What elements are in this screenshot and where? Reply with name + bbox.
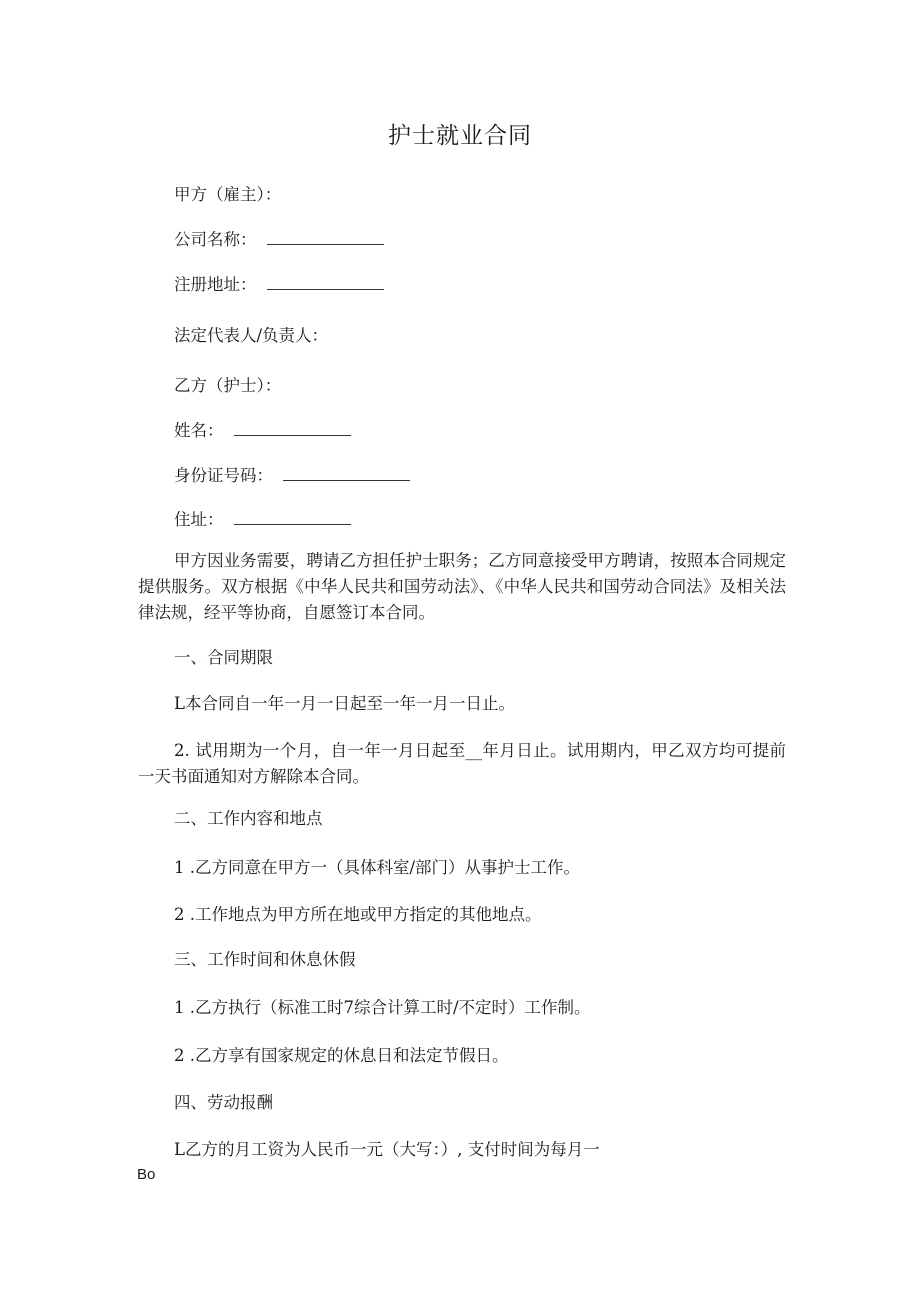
section-3-item-2: 2 .乙方享有国家规定的休息日和法定节假日。 — [174, 1046, 509, 1065]
registered-address-blank — [267, 274, 384, 290]
contract-title: 护士就业合同 — [388, 123, 532, 149]
id-number-label: 身份证号码： — [174, 466, 273, 485]
intro-paragraph: 甲方因业务需要，聘请乙方担任护士职务；乙方同意接受甲方聘请，按照本合同规定提供服务。双方根据《中华人民共和国劳动法》、《中华人民共和国劳动合同法》及相关法律法规，经平等协商，自愿签订本合同。 — [138, 551, 786, 622]
party-a-heading: 甲方（雇主）： — [174, 185, 282, 204]
id-number-row — [174, 465, 410, 487]
section-3-title: 三、工作时间和休息休假 — [174, 950, 356, 969]
section-2-title: 二、工作内容和地点 — [174, 809, 323, 828]
section-1-item-2: 2. 试用期为一个月，自一年一月日起至__年月日止。试用期内，甲乙双方均可提前一天书面通知对方解除本合同。 — [138, 741, 786, 786]
name-label: 姓名： — [174, 421, 224, 440]
section-1-item-1: L本合同自一年一月一日起至一年一月一日止。 — [174, 694, 515, 713]
name-row — [174, 420, 351, 442]
company-name-label: 公司名称： — [174, 230, 257, 249]
page-footer-text: Bo — [137, 1166, 156, 1183]
section-1-title: 一、合同期限 — [174, 648, 273, 667]
residence-row — [174, 509, 351, 531]
legal-rep-label: 法定代表人/负责人： — [174, 326, 329, 345]
section-2-item-2: 2 .工作地点为甲方所在地或甲方指定的其他地点。 — [174, 905, 542, 924]
company-name-blank — [267, 229, 384, 245]
company-name-row — [174, 229, 384, 251]
section-3-item-1: 1 .乙方执行（标准工时7综合计算工时/不定时）工作制。 — [174, 998, 591, 1017]
section-2-item-1: 1 .乙方同意在甲方一（具体科室/部门）从事护士工作。 — [174, 858, 581, 877]
residence-blank — [234, 509, 351, 525]
party-b-heading: 乙方（护士）： — [174, 376, 282, 395]
residence-label: 住址： — [174, 510, 224, 529]
section-4-item-1: L乙方的月工资为人民币一元（大写：）, 支付时间为每月一 — [174, 1140, 600, 1159]
registered-address-label: 注册地址： — [174, 275, 257, 294]
name-blank — [234, 420, 351, 436]
section-4-title: 四、劳动报酬 — [174, 1093, 273, 1112]
id-number-blank — [283, 465, 410, 481]
registered-address-row — [174, 274, 384, 296]
